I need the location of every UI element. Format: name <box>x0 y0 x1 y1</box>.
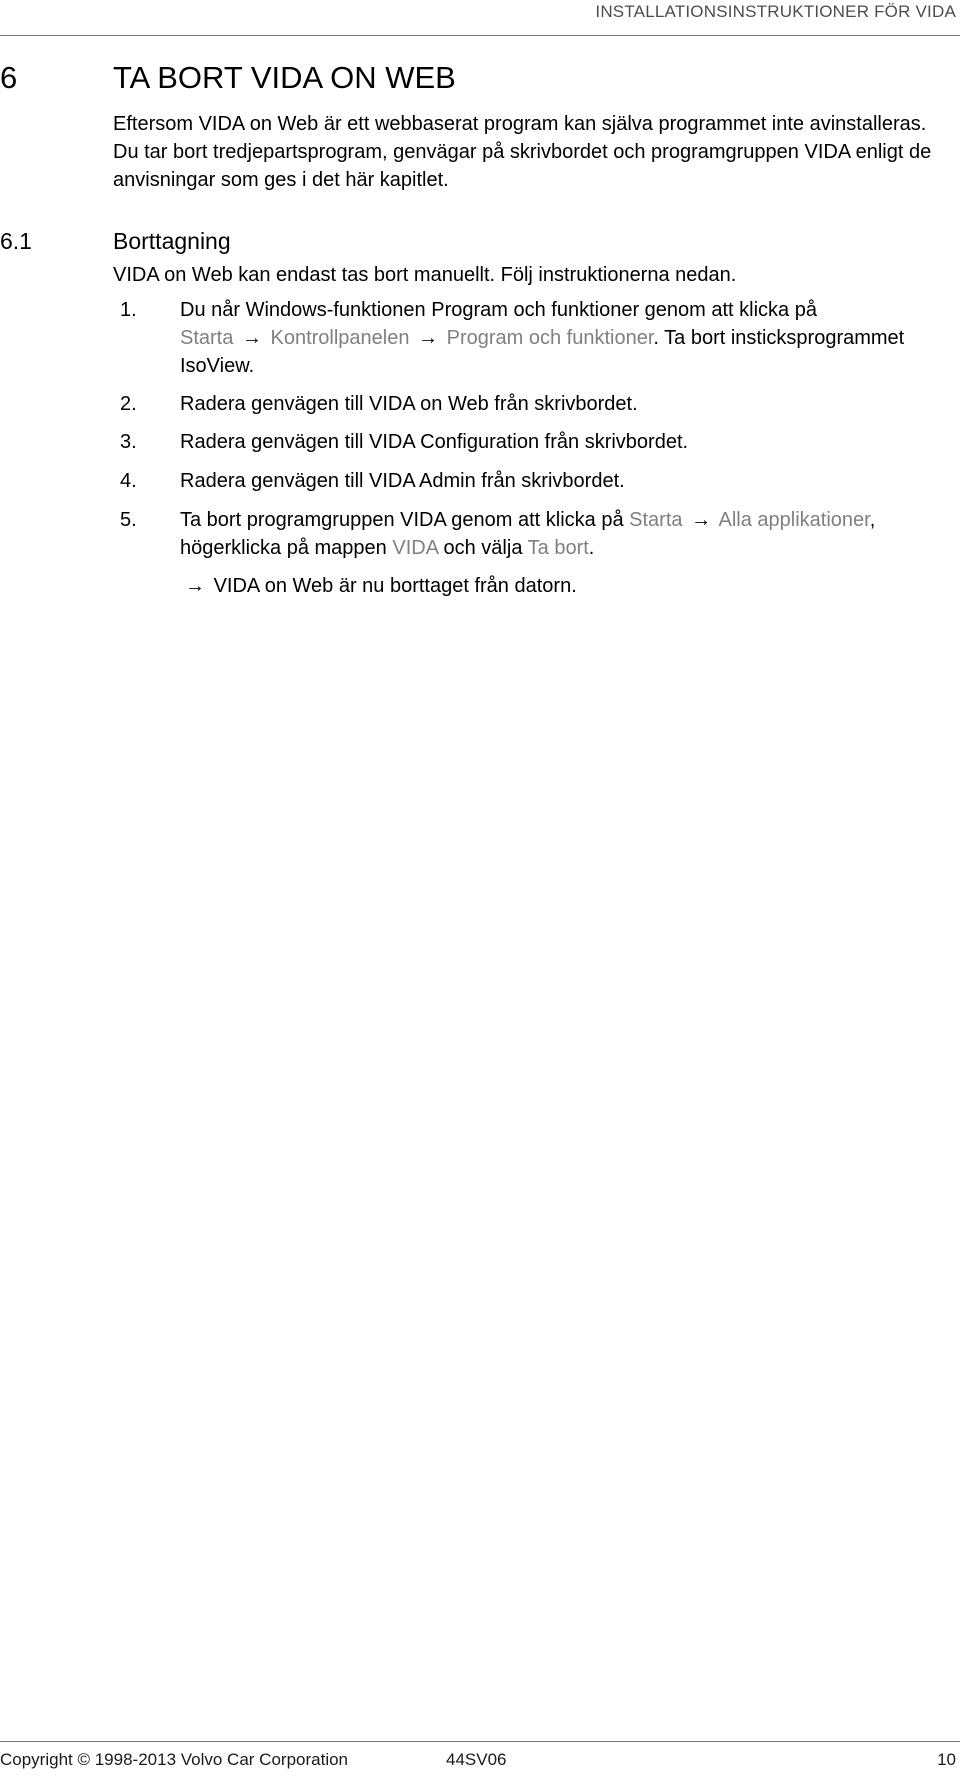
menu-path-starta: Starta <box>629 509 683 531</box>
list-item-step-5 <box>120 506 940 562</box>
step-text: och välja <box>443 537 523 559</box>
section-number: 6 <box>0 60 18 95</box>
footer-divider <box>0 1741 960 1742</box>
menu-path-alla-applikationer: Alla applikationer <box>718 509 870 531</box>
result-text: VIDA on Web är nu borttaget från datorn. <box>213 575 577 597</box>
arrow-right-icon: → <box>418 327 439 349</box>
section-intro: Eftersom VIDA on Web är ett webbaserat program kan själva programmet inte avinstalleras. Du tar bort tredjepartsprogram, genvägar på skrivbordet och programgruppen VIDA enligt de anvisningar som ges i det här kapitlet. <box>113 113 932 191</box>
subsection-lead: VIDA on Web kan endast tas bort manuellt. Följ instruktionerna nedan. <box>113 264 737 286</box>
folder-name: VIDA <box>392 537 438 559</box>
arrow-right-icon: → <box>691 509 712 531</box>
list-item-step-3 <box>120 428 940 456</box>
step-text: , högerklicka på mappen <box>180 509 876 559</box>
subsection-title: Borttagning <box>113 228 231 254</box>
menu-path-kontrollpanelen: Kontrollpanelen <box>270 327 410 349</box>
list-item-step-2 <box>120 390 940 418</box>
footer-copyright: Copyright © 1998-2013 Volvo Car Corporation <box>0 1750 349 1769</box>
step-text: Radera genvägen till VIDA Configuration från skrivbordet. <box>180 431 689 453</box>
step-text: . Ta bort insticksprogrammet IsoView. <box>180 327 905 377</box>
menu-path-program-och-funktioner: Program och funktioner <box>446 327 654 349</box>
arrow-right-icon: → <box>185 575 205 597</box>
footer-doc-id: 44SV06 <box>446 1750 507 1769</box>
result-line <box>182 575 577 598</box>
list-item-step-1 <box>120 296 940 380</box>
header-divider <box>0 35 960 36</box>
step-text: Du når Windows-funktionen Program och funktioner genom att klicka på <box>180 299 817 321</box>
step-number: 2. <box>120 393 137 415</box>
step-text: Ta bort programgruppen VIDA genom att klicka på <box>180 509 624 531</box>
footer-page-number: 10 <box>937 1750 956 1769</box>
action-ta-bort: Ta bort <box>527 537 589 559</box>
step-number: 1. <box>120 299 137 321</box>
running-header: INSTALLATIONSINSTRUKTIONER FÖR VIDA <box>595 2 956 21</box>
subsection-number: 6.1 <box>0 228 32 254</box>
section-title: TA BORT VIDA ON WEB <box>113 60 456 95</box>
step-text: . <box>588 537 595 559</box>
step-number: 4. <box>120 470 137 492</box>
step-number: 3. <box>120 431 137 453</box>
menu-path-starta: Starta <box>180 327 234 349</box>
arrow-right-icon: → <box>241 327 262 349</box>
list-item-step-4 <box>120 467 940 495</box>
step-text: Radera genvägen till VIDA on Web från skrivbordet. <box>180 393 638 415</box>
step-text: Radera genvägen till VIDA Admin från skrivbordet. <box>180 470 625 492</box>
step-number: 5. <box>120 509 137 531</box>
